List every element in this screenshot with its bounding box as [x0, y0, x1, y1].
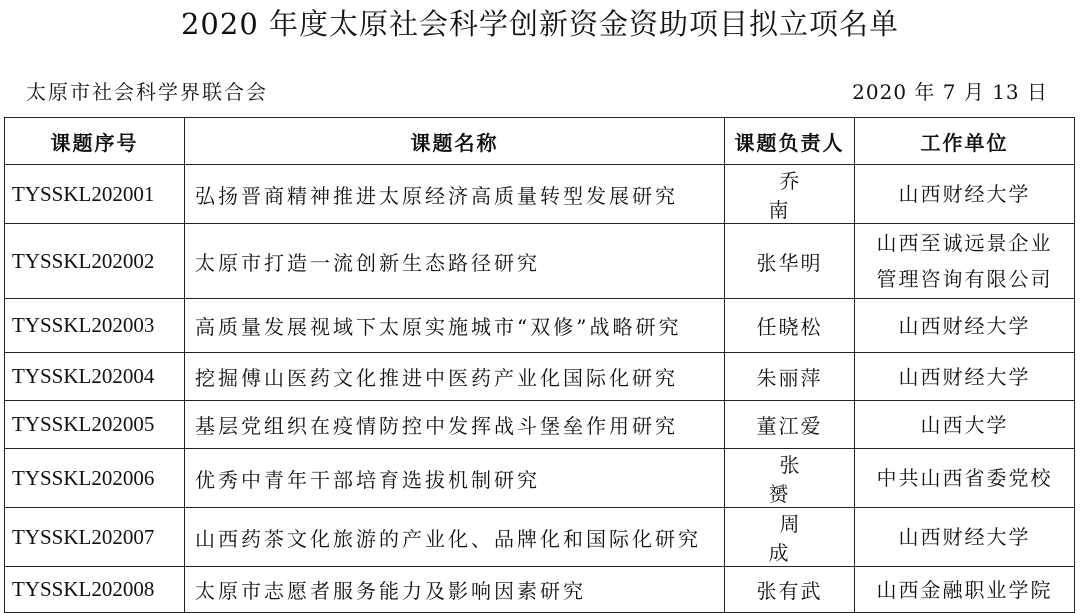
project-id: TYSSKL202001 [5, 165, 185, 224]
issuing-organization: 太原市社会科学界联合会 [26, 80, 268, 104]
project-leader: 董江爱 [725, 401, 855, 449]
work-unit: 山西大学 [855, 401, 1075, 449]
table-row [5, 508, 1075, 567]
issue-date: 2020 年 7 月 13 日 [852, 80, 1048, 104]
work-unit: 山西金融职业学院 [855, 567, 1075, 613]
leader-name: 张 赟 [768, 453, 822, 506]
leader-name: 周 成 [768, 512, 822, 565]
table-header-row [5, 118, 1075, 165]
project-id: TYSSKL202002 [5, 224, 185, 299]
project-leader: 朱丽萍 [725, 353, 855, 401]
table-row [5, 299, 1075, 353]
work-unit: 中共山西省委党校 [855, 449, 1075, 508]
table-row [5, 165, 1075, 224]
table-row [5, 224, 1075, 299]
work-unit: 山西财经大学 [855, 508, 1075, 567]
header-leader: 课题负责人 [725, 118, 855, 165]
project-id: TYSSKL202005 [5, 401, 185, 449]
project-leader [725, 449, 855, 508]
leader-name: 乔 南 [768, 169, 822, 222]
project-name: 挖掘傅山医药文化推进中医药产业化国际化研究 [185, 353, 725, 401]
project-name: 基层党组织在疫情防控中发挥战斗堡垒作用研究 [185, 401, 725, 449]
project-leader: 张有武 [725, 567, 855, 613]
header-name: 课题名称 [185, 118, 725, 165]
project-leader: 任晓松 [725, 299, 855, 353]
project-name: 高质量发展视域下太原实施城市“双修”战略研究 [185, 299, 725, 353]
project-name: 太原市志愿者服务能力及影响因素研究 [185, 567, 725, 613]
project-list-table [4, 117, 1075, 613]
table-row [5, 401, 1075, 449]
work-unit [855, 224, 1075, 299]
work-unit-line-2: 管理咨询有限公司 [876, 267, 1053, 291]
table-row [5, 353, 1075, 401]
project-id: TYSSKL202007 [5, 508, 185, 567]
project-name: 太原市打造一流创新生态路径研究 [185, 224, 725, 299]
work-unit: 山西财经大学 [855, 353, 1075, 401]
project-id: TYSSKL202008 [5, 567, 185, 613]
project-leader: 张华明 [725, 224, 855, 299]
project-id: TYSSKL202003 [5, 299, 185, 353]
project-id: TYSSKL202004 [5, 353, 185, 401]
work-unit-line-1: 山西至诚远景企业 [876, 231, 1053, 255]
work-unit: 山西财经大学 [855, 165, 1075, 224]
project-name: 优秀中青年干部培育选拔机制研究 [185, 449, 725, 508]
project-name: 山西药茶文化旅游的产业化、品牌化和国际化研究 [185, 508, 725, 567]
header-id: 课题序号 [5, 118, 185, 165]
table-row [5, 449, 1075, 508]
project-name: 弘扬晋商精神推进太原经济高质量转型发展研究 [185, 165, 725, 224]
project-leader [725, 165, 855, 224]
project-leader [725, 508, 855, 567]
project-id: TYSSKL202006 [5, 449, 185, 508]
document-title: 2020 年度太原社会科学创新资金资助项目拟立项名单 [180, 7, 900, 41]
header-unit: 工作单位 [855, 118, 1075, 165]
work-unit: 山西财经大学 [855, 299, 1075, 353]
